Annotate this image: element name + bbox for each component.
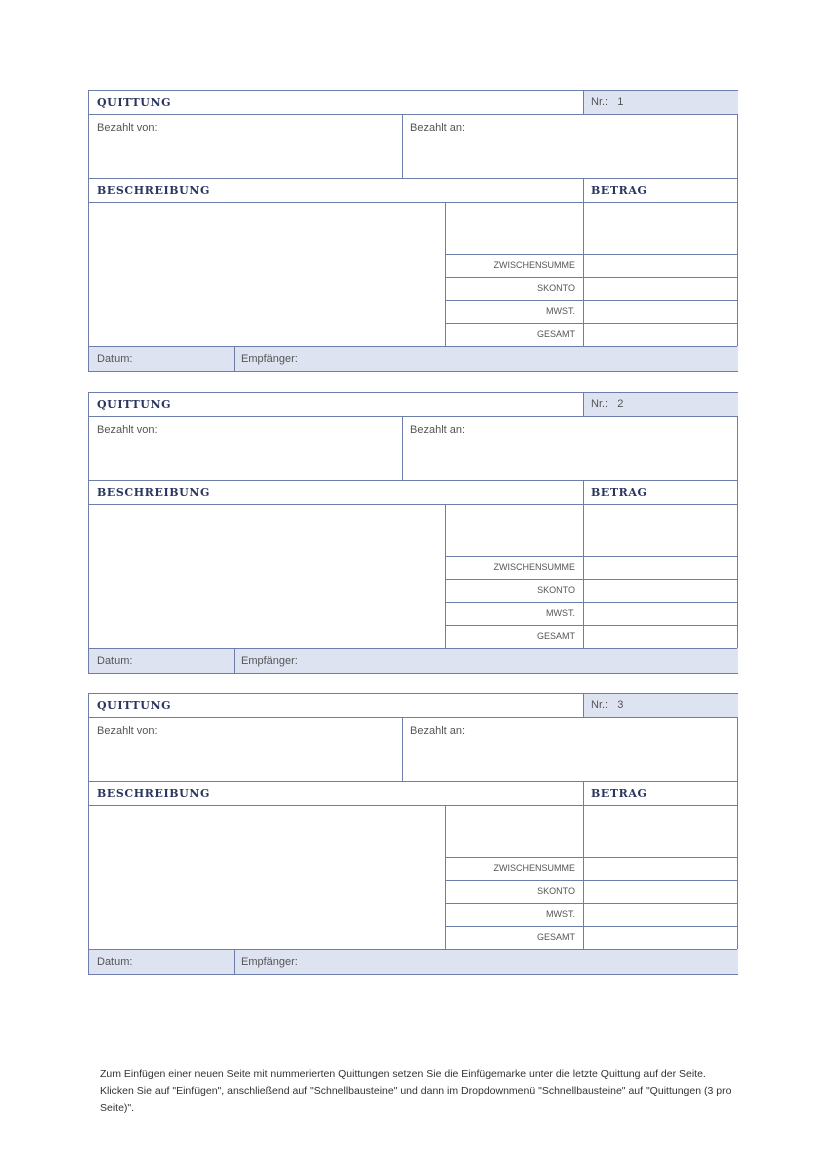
discount-label: SKONTO <box>537 585 575 595</box>
recipient-field[interactable]: Empfänger: <box>241 655 298 667</box>
subtotal-value[interactable] <box>584 557 737 578</box>
recipient-field[interactable]: Empfänger: <box>241 353 298 365</box>
receipt-title: QUITTUNG <box>97 96 172 109</box>
vat-value[interactable] <box>584 904 737 925</box>
recipient-field[interactable]: Empfänger: <box>241 956 298 968</box>
footer-instructions: Zum Einfügen einer neuen Seite mit nummerierten Quittungen setzen Sie die Einfügemarke unter die letzte Quittung auf der Seite. Klicken Sie auf "Einfügen", anschließend auf "Schnellbausteine" und dann im Dropdownmenü "Schnellbausteine" auf "Quittungen (3 pro Seite)". <box>100 1068 732 1114</box>
description-header: BESCHREIBUNG <box>97 787 210 800</box>
receipt-number-field[interactable] <box>591 398 623 410</box>
receipt-number-field[interactable] <box>591 96 623 108</box>
vat-label: MWST. <box>546 608 575 618</box>
total-value[interactable] <box>584 927 737 948</box>
description-field[interactable] <box>90 505 444 647</box>
amount-field[interactable] <box>584 806 737 856</box>
amount-field[interactable] <box>584 505 737 555</box>
vat-value[interactable] <box>584 301 737 322</box>
description-header: BESCHREIBUNG <box>97 184 210 197</box>
total-value[interactable] <box>584 324 737 345</box>
amount-field[interactable] <box>584 203 737 253</box>
discount-label: SKONTO <box>537 283 575 293</box>
discount-value[interactable] <box>584 580 737 601</box>
subtotal-label: ZWISCHENSUMME <box>493 562 575 572</box>
amount-header: BETRAG <box>591 787 648 800</box>
receipt-1 <box>88 90 738 372</box>
total-value[interactable] <box>584 626 737 647</box>
paid-by-field[interactable]: Bezahlt von: <box>97 424 158 436</box>
receipt-number-value: 3 <box>617 699 624 711</box>
paid-to-field[interactable]: Bezahlt an: <box>410 424 466 436</box>
vat-label: MWST. <box>546 909 575 919</box>
total-label: GESAMT <box>536 932 575 942</box>
receipt-number-label: Nr.: <box>591 96 609 108</box>
discount-value[interactable] <box>584 278 737 299</box>
subtotal-label: ZWISCHENSUMME <box>493 863 575 873</box>
receipt-number-field[interactable] <box>591 699 623 711</box>
vat-label: MWST. <box>546 306 575 316</box>
description-field[interactable] <box>90 203 444 345</box>
receipt-number-label: Nr.: <box>591 699 609 711</box>
total-label: GESAMT <box>536 631 575 641</box>
receipt-number-value: 1 <box>617 96 624 108</box>
paid-by-field[interactable]: Bezahlt von: <box>97 122 158 134</box>
subtotal-value[interactable] <box>584 858 737 879</box>
subtotal-label: ZWISCHENSUMME <box>493 260 575 270</box>
receipt-title: QUITTUNG <box>97 398 172 411</box>
description-field[interactable] <box>90 806 444 948</box>
amount-header: BETRAG <box>591 184 648 197</box>
receipt-title: QUITTUNG <box>97 699 172 712</box>
vat-value[interactable] <box>584 603 737 624</box>
description-header: BESCHREIBUNG <box>97 486 210 499</box>
paid-to-field[interactable]: Bezahlt an: <box>410 725 466 737</box>
receipt-2 <box>88 392 738 674</box>
date-field[interactable]: Datum: <box>97 353 133 365</box>
receipt-number-value: 2 <box>617 398 624 410</box>
discount-label: SKONTO <box>537 886 575 896</box>
paid-by-field[interactable]: Bezahlt von: <box>97 725 158 737</box>
receipt-3 <box>88 693 738 975</box>
subtotal-value[interactable] <box>584 255 737 276</box>
discount-value[interactable] <box>584 881 737 902</box>
amount-header: BETRAG <box>591 486 648 499</box>
paid-to-field[interactable]: Bezahlt an: <box>410 122 466 134</box>
date-field[interactable]: Datum: <box>97 655 133 667</box>
date-field[interactable]: Datum: <box>97 956 133 968</box>
receipt-number-label: Nr.: <box>591 398 609 410</box>
total-label: GESAMT <box>536 329 575 339</box>
